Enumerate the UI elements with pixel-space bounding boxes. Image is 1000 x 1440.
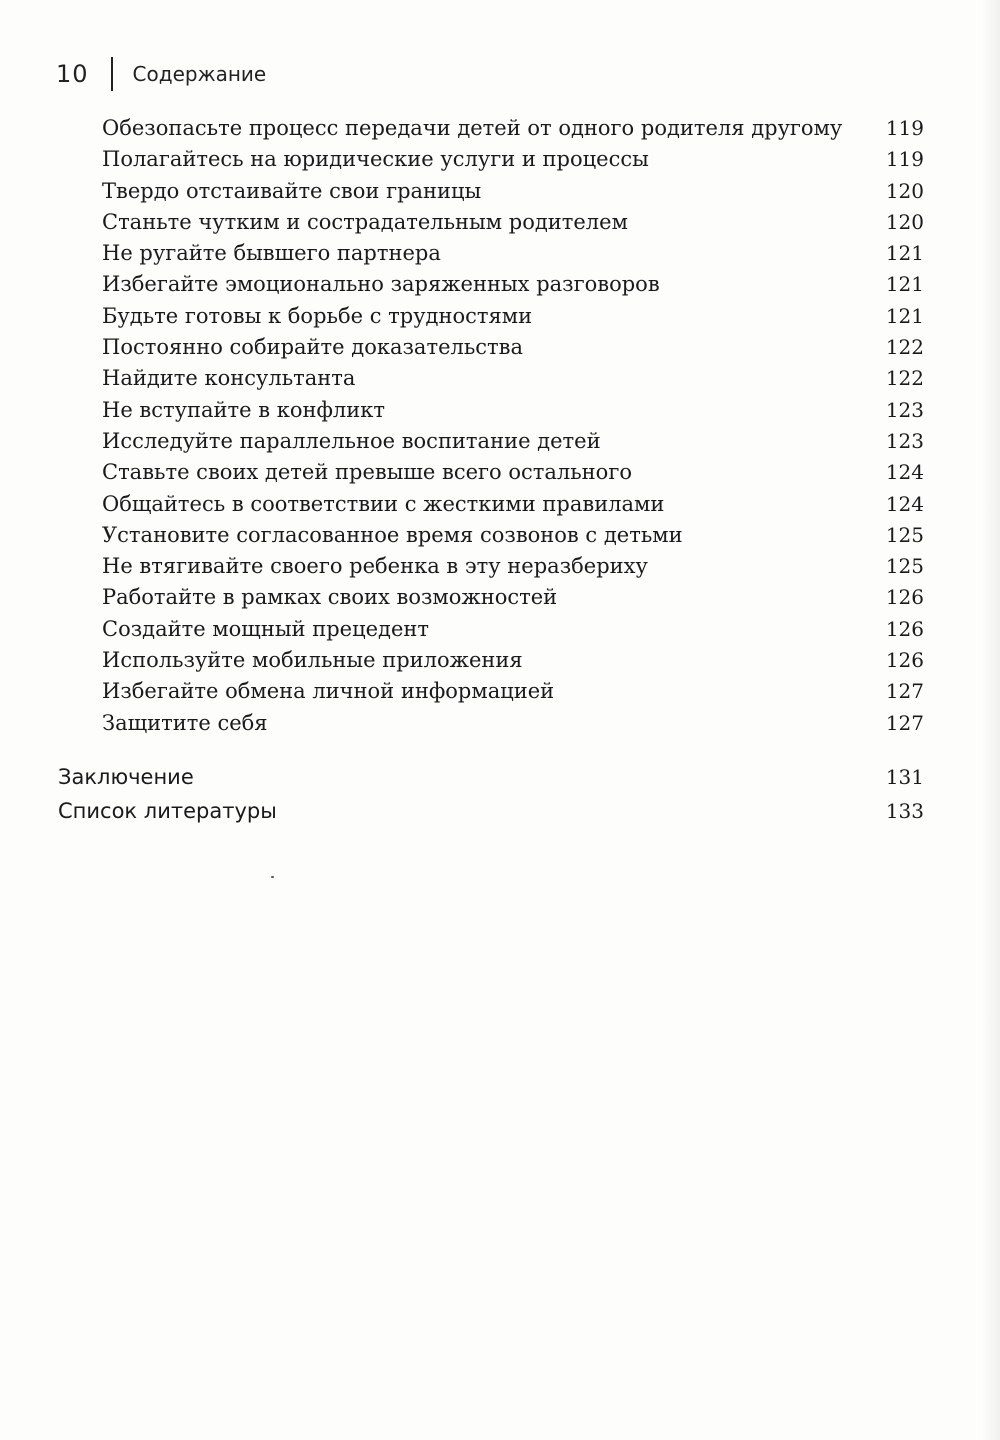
entry-title: Постоянно собирайте доказательства bbox=[102, 335, 523, 360]
entry-title: Используйте мобильные приложения bbox=[102, 648, 523, 673]
entry-page-number: 122 bbox=[885, 366, 924, 391]
toc-subsection-entry bbox=[102, 520, 924, 551]
entry-page-number: 127 bbox=[885, 679, 924, 704]
entry-page-number: 126 bbox=[885, 648, 924, 673]
toc-subsection-entry bbox=[102, 708, 924, 739]
entry-title: Не втягивайте своего ребенка в эту неразбериху bbox=[102, 554, 648, 579]
entry-page-number: 124 bbox=[885, 460, 924, 485]
entry-page-number: 121 bbox=[885, 272, 924, 297]
subsection-list bbox=[102, 113, 924, 739]
entry-title: Станьте чутким и сострадательным родителем bbox=[102, 209, 628, 234]
toc-subsection-entry bbox=[102, 457, 924, 488]
entry-title: Исследуйте параллельное воспитание детей bbox=[102, 428, 601, 453]
entry-title: Создайте мощный прецедент bbox=[102, 616, 429, 641]
entry-title: Избегайте эмоционально заряженных разговоров bbox=[102, 272, 660, 297]
toc-subsection-entry bbox=[102, 269, 924, 300]
page-edge-shadow bbox=[982, 0, 1000, 1440]
print-speck bbox=[271, 876, 274, 878]
toc-subsection-entry bbox=[102, 363, 924, 394]
entry-title: Работайте в рамках своих возможностей bbox=[102, 585, 558, 610]
toc-subsection-entry bbox=[102, 332, 924, 363]
entry-title: Защитите себя bbox=[102, 710, 268, 735]
toc-subsection-entry bbox=[102, 301, 924, 332]
toc-subsection-entry bbox=[102, 426, 924, 457]
entry-page-number: 126 bbox=[885, 585, 924, 610]
entry-page-number: 121 bbox=[885, 303, 924, 328]
entry-title: Твердо отстаивайте свои границы bbox=[102, 178, 482, 203]
section-title: Содержание bbox=[132, 62, 267, 86]
toc-subsection-entry bbox=[102, 238, 924, 269]
entry-page-number: 119 bbox=[885, 147, 924, 172]
entry-title: Общайтесь в соответствии с жесткими правилами bbox=[102, 491, 665, 516]
entry-page-number: 131 bbox=[885, 765, 924, 789]
entry-page-number: 121 bbox=[885, 241, 924, 266]
entry-title: Список литературы bbox=[58, 799, 277, 823]
entry-page-number: 122 bbox=[885, 335, 924, 360]
entry-title: Ставьте своих детей превыше всего остального bbox=[102, 460, 632, 485]
toc-subsection-entry bbox=[102, 176, 924, 207]
toc-subsection-entry bbox=[102, 551, 924, 582]
entry-page-number: 120 bbox=[885, 209, 924, 234]
entry-page-number: 124 bbox=[885, 491, 924, 516]
entry-title: Заключение bbox=[58, 765, 194, 789]
chapter-list bbox=[58, 760, 924, 828]
toc-subsection-entry bbox=[102, 489, 924, 520]
entry-page-number: 123 bbox=[885, 397, 924, 422]
entry-title: Найдите консультанта bbox=[102, 366, 356, 391]
entry-title: Обезопасьте процесс передачи детей от одного родителя другому bbox=[102, 116, 843, 140]
entry-page-number: 119 bbox=[885, 116, 924, 140]
toc-chapter-entry bbox=[58, 760, 924, 794]
toc-subsection-entry bbox=[102, 582, 924, 613]
entry-page-number: 120 bbox=[885, 178, 924, 203]
entry-title: Установите согласованное время созвонов с детьми bbox=[102, 522, 683, 547]
entry-title: Избегайте обмена личной информацией bbox=[102, 679, 555, 704]
running-head bbox=[56, 54, 266, 94]
entry-page-number: 127 bbox=[885, 710, 924, 735]
toc-chapter-entry bbox=[58, 794, 924, 828]
toc-subsection-entry bbox=[102, 395, 924, 426]
entry-page-number: 126 bbox=[885, 616, 924, 641]
header-divider bbox=[111, 57, 113, 91]
entry-page-number: 125 bbox=[885, 554, 924, 579]
toc-subsection-entry bbox=[102, 676, 924, 707]
entry-page-number: 125 bbox=[885, 522, 924, 547]
toc-subsection-entry bbox=[102, 645, 924, 676]
entry-title: Будьте готовы к борьбе с трудностями bbox=[102, 303, 533, 328]
entry-page-number: 123 bbox=[885, 428, 924, 453]
entry-title: Не ругайте бывшего партнера bbox=[102, 241, 441, 266]
toc-subsection-entry bbox=[102, 614, 924, 645]
page-number: 10 bbox=[56, 60, 89, 88]
entry-title: Полагайтесь на юридические услуги и процессы bbox=[102, 147, 649, 172]
toc-subsection-entry bbox=[102, 207, 924, 238]
toc-subsection-entry bbox=[102, 144, 924, 175]
entry-page-number: 133 bbox=[885, 799, 924, 823]
entry-title: Не вступайте в конфликт bbox=[102, 397, 385, 422]
toc-subsection-entry bbox=[102, 113, 924, 144]
